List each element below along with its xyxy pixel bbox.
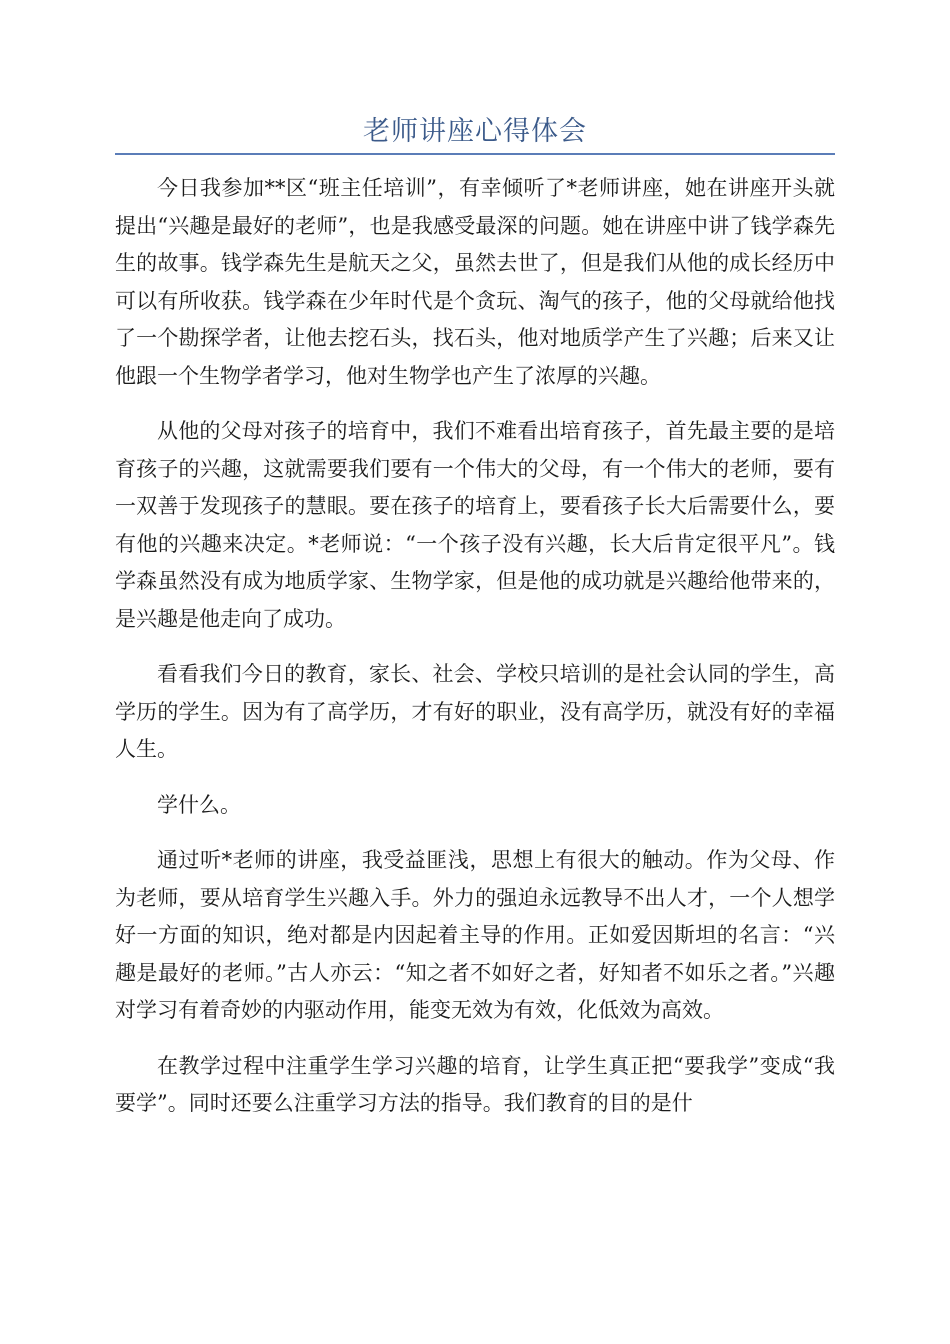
document-body bbox=[115, 170, 835, 1141]
paragraph-1: 今日我参加**区“班主任培训”，有幸倾听了*老师讲座，她在讲座开头就提出“兴趣是最好的老师”，也是我感受最深的问题。她在讲座中讲了钱学森先生的故事。钱学森先生是航天之父，虽然去世了，但是我们从他的成长经历中可以有所收获。钱学森在少年时代是个贪玩、淘气的孩子，他的父母就给他找了一个勘探学者，让他去挖石头，找石头，他对地质学产生了兴趣；后来又让他跟一个生物学者学习，他对生物学也产生了浓厚的兴趣。 bbox=[115, 176, 835, 388]
paragraph-6: 在教学过程中注重学生学习兴趣的培育，让学生真正把“要我学”变成“我要学”。同时还要么注重学习方法的指导。我们教育的目的是什 bbox=[115, 1053, 835, 1115]
paragraph-5: 通过听*老师的讲座，我受益匪浅，思想上有很大的触动。作为父母、作为老师，要从培育学生兴趣入手。外力的强迫永远教导不出人才，一个人想学好一方面的知识，绝对都是内因起着主导的作用。正如爱因斯坦的名言：“兴趣是最好的老师。”古人亦云：“知之者不如好之者，好知者不如乐之者。”兴趣对学习有着奇妙的内驱动作用，能变无效为有效，化低效为高效。 bbox=[115, 848, 835, 1022]
document-title: 老师讲座心得体会 bbox=[363, 116, 587, 147]
title-underline bbox=[115, 153, 835, 155]
paragraph-2: 从他的父母对孩子的培育中，我们不难看出培育孩子，首先最主要的是培育孩子的兴趣，这就需要我们要有一个伟大的父母，有一个伟大的老师，要有一双善于发现孩子的慧眼。要在孩子的培育上，要看孩子长大后需要什么，要有他的兴趣来决定。*老师说：“一个孩子没有兴趣，长大后肯定很平凡”。钱学森虽然没有成为地质学家、生物学家，但是他的成功就是兴趣给他带来的，是兴趣是他走向了成功。 bbox=[115, 419, 835, 631]
paragraph-4: 学什么。 bbox=[157, 792, 241, 817]
paragraph-3: 看看我们今日的教育，家长、社会、学校只培训的是社会认同的学生，高学历的学生。因为有了高学历，才有好的职业，没有高学历，就没有好的幸福人生。 bbox=[115, 662, 835, 761]
